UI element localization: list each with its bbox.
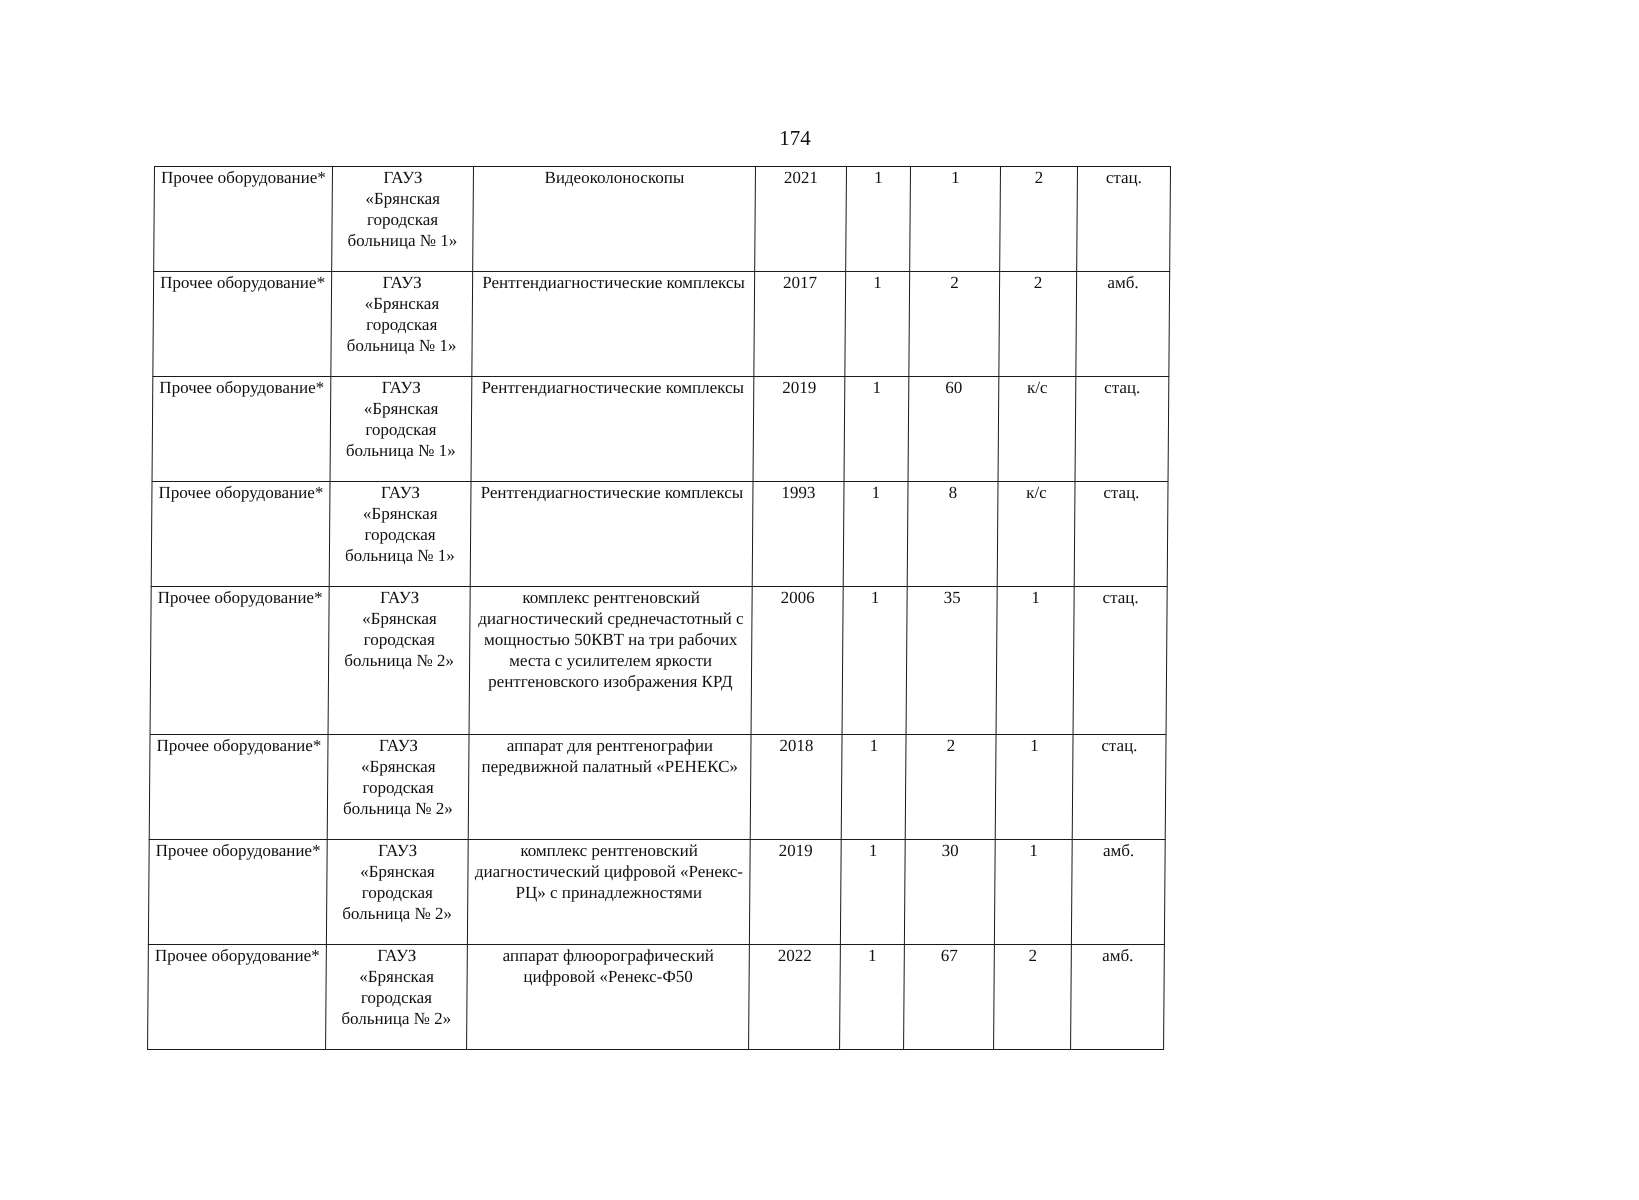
organization-cell	[327, 735, 469, 840]
org-type: ГАУЗ	[378, 841, 418, 860]
org-type: ГАУЗ	[378, 736, 419, 755]
org-type: ГАУЗ	[381, 378, 421, 397]
table-row	[148, 945, 1165, 1050]
org-name: «Брянская городская больница № 1»	[345, 399, 456, 460]
count-cell: 1	[842, 587, 907, 735]
table-row	[152, 377, 1169, 482]
org-type: ГАУЗ	[383, 168, 423, 187]
equipment-table	[147, 166, 1171, 1050]
year-cell: 1993	[752, 482, 844, 587]
count-cell: 1	[844, 377, 909, 482]
quantity-cell: 2	[909, 272, 1000, 377]
year-cell: 2021	[755, 167, 847, 272]
org-name: «Брянская городская больница № 2»	[341, 967, 452, 1028]
table-row	[151, 482, 1168, 587]
category-cell: Прочее оборудование*	[152, 377, 331, 482]
care-mode-cell: стац.	[1073, 587, 1167, 735]
unit-cell: 2	[1000, 167, 1078, 272]
quantity-cell: 2	[905, 735, 996, 840]
year-cell: 2022	[749, 945, 841, 1050]
year-cell: 2006	[751, 587, 843, 735]
equipment-cell: Рентгендиагностические комплексы	[472, 272, 755, 377]
quantity-cell: 60	[908, 377, 999, 482]
org-type: ГАУЗ	[377, 946, 417, 965]
org-name: «Брянская городская больница № 1»	[344, 504, 455, 565]
equipment-cell: Рентгендиагностические комплексы	[471, 377, 754, 482]
organization-cell	[326, 840, 468, 945]
unit-cell: к/с	[998, 377, 1076, 482]
quantity-cell: 67	[904, 945, 995, 1050]
table-row	[153, 272, 1170, 377]
category-cell: Прочее оборудование*	[153, 272, 332, 377]
equipment-cell: Видеоколоноскопы	[473, 167, 756, 272]
count-cell: 1	[840, 840, 905, 945]
count-cell: 1	[846, 167, 911, 272]
year-cell: 2018	[750, 735, 842, 840]
organization-cell	[326, 945, 468, 1050]
org-name: «Брянская городская больница № 1»	[347, 189, 458, 250]
category-cell: Прочее оборудование*	[151, 482, 330, 587]
care-mode-cell: амб.	[1071, 945, 1165, 1050]
org-name: «Брянская городская больница № 2»	[343, 757, 453, 818]
unit-cell: 2	[994, 945, 1072, 1050]
year-cell: 2019	[753, 377, 845, 482]
organization-cell	[330, 377, 472, 482]
org-name: «Брянская городская больница № 2»	[344, 609, 455, 670]
unit-cell: 1	[996, 587, 1074, 735]
category-cell: Прочее оборудование*	[148, 945, 327, 1050]
organization-cell	[332, 167, 474, 272]
unit-cell: 1	[995, 735, 1073, 840]
org-name: «Брянская городская больница № 2»	[342, 862, 453, 923]
equipment-cell: комплекс рентгеновский диагностический цифровой «Ренекс-РЦ» с принадлежностями	[467, 840, 750, 945]
year-cell: 2017	[754, 272, 846, 377]
count-cell: 1	[840, 945, 905, 1050]
count-cell: 1	[845, 272, 910, 377]
count-cell: 1	[841, 735, 906, 840]
quantity-cell: 8	[907, 482, 998, 587]
org-type: ГАУЗ	[380, 483, 421, 502]
care-mode-cell: амб.	[1071, 840, 1165, 945]
care-mode-cell: стац.	[1075, 377, 1169, 482]
quantity-cell: 30	[904, 840, 995, 945]
table-row	[149, 735, 1166, 840]
category-cell: Прочее оборудование*	[149, 735, 328, 840]
quantity-cell: 35	[906, 587, 997, 735]
care-mode-cell: стац.	[1074, 482, 1168, 587]
equipment-cell: аппарат флюорографический цифровой «Ренекс-Ф50	[467, 945, 750, 1050]
care-mode-cell: амб.	[1076, 272, 1170, 377]
care-mode-cell: стац.	[1077, 167, 1171, 272]
unit-cell: 1	[994, 840, 1072, 945]
year-cell: 2019	[749, 840, 841, 945]
equipment-cell: аппарат для рентгенографии передвижной палатный «РЕНЕКС»	[468, 735, 751, 840]
organization-cell	[328, 587, 470, 735]
quantity-cell: 1	[910, 167, 1001, 272]
category-cell: Прочее оборудование*	[150, 587, 329, 735]
org-type: ГАУЗ	[382, 273, 422, 292]
org-type: ГАУЗ	[379, 588, 420, 607]
table-row	[148, 840, 1165, 945]
organization-cell	[329, 482, 471, 587]
org-name: «Брянская городская больница № 1»	[346, 294, 457, 355]
equipment-cell: Рентгендиагностические комплексы	[470, 482, 753, 587]
table-row	[150, 587, 1167, 735]
care-mode-cell: стац.	[1072, 735, 1166, 840]
unit-cell: 2	[999, 272, 1077, 377]
table-row	[154, 167, 1171, 272]
page-number: 174	[779, 126, 811, 150]
count-cell: 1	[843, 482, 908, 587]
organization-cell	[331, 272, 473, 377]
category-cell: Прочее оборудование*	[148, 840, 327, 945]
equipment-cell: комплекс рентгеновский диагностический среднечастотный с мощностью 50КВТ на три рабочих места с усилителем яркости рентгеновского изображения КРД	[469, 587, 752, 735]
category-cell: Прочее оборудование*	[154, 167, 333, 272]
unit-cell: к/с	[997, 482, 1075, 587]
